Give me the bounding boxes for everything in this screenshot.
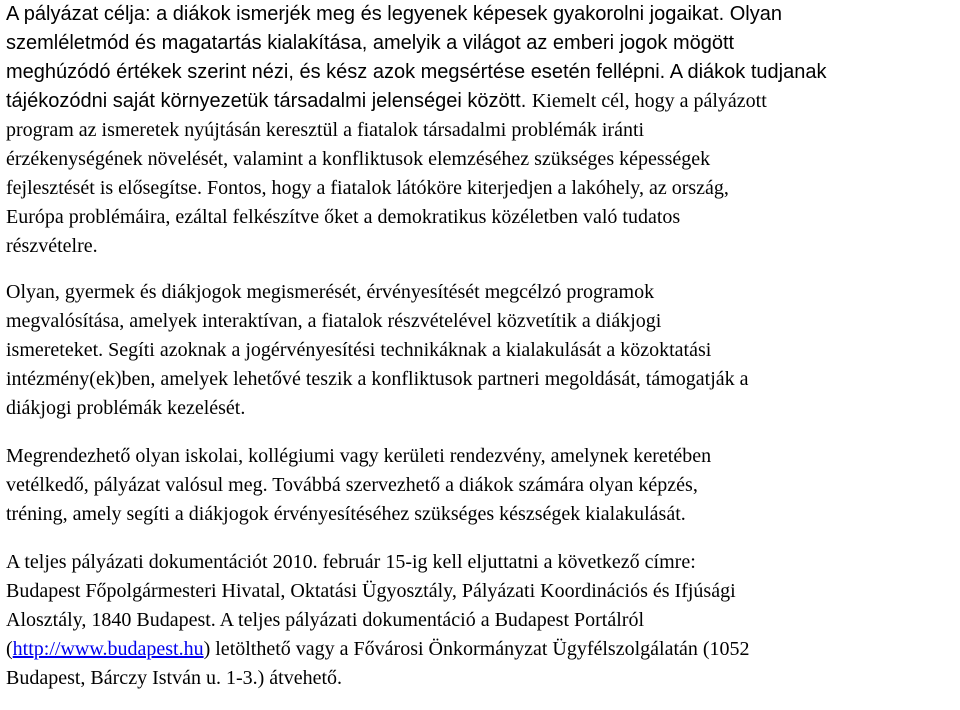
text-line: meghúzódó értékek szerint nézi, és kész azok megsértése esetén fellépni. A diákok tudjanak <box>6 61 827 83</box>
text-line: tréning, amely segíti a diákjogok érvényesítéséhez szükséges készségek kialakulását. <box>6 503 686 525</box>
paragraph-programs <box>6 278 958 423</box>
text-line: fejlesztését is elősegítse. Fontos, hogy a fiatalok látóköre kiterjedjen a lakóhely, az ország, <box>6 177 729 199</box>
text-line: részvételre. <box>6 235 98 257</box>
budapest-portal-link[interactable]: http://www.budapest.hu <box>12 638 204 660</box>
text-line: A teljes pályázati dokumentációt 2010. február 15-ig kell eljuttatni a következő címre: <box>6 551 696 573</box>
text-fragment: ) letölthető vagy a Fővárosi Önkormányzat Ügyfélszolgálatán (1052 <box>203 638 750 660</box>
text-line: A pályázat célja: a diákok ismerjék meg és legyenek képesek gyakorolni jogaikat. Olyan <box>6 3 782 25</box>
text-line: érzékenységének növelését, valamint a konfliktusok elemzéséhez szükséges képességek <box>6 148 711 170</box>
paragraph-submission <box>6 548 958 693</box>
text-line: szemléletmód és magatartás kialakítása, amelyik a világot az emberi jogok mögött <box>6 32 735 54</box>
paragraph-gap <box>6 529 958 548</box>
text-line: vetélkedő, pályázat valósul meg. Továbbá szervezhető a diákok számára olyan képzés, <box>6 474 698 496</box>
paragraph-gap <box>6 261 958 278</box>
text-line: Olyan, gyermek és diákjogok megismerését, érvényesítését megcélzó programok <box>6 281 655 303</box>
document-page <box>6 0 958 693</box>
text-line: program az ismeretek nyújtásán keresztül a fiatalok társadalmi problémák iránti <box>6 119 645 141</box>
text-line: diákjogi problémák kezelését. <box>6 397 246 419</box>
text-line: Alosztály, 1840 Budapest. A teljes pályázati dokumentáció a Budapest Portálról <box>6 609 645 631</box>
text-line: megvalósítása, amelyek interaktívan, a fiatalok részvételével közvetítik a diákjogi <box>6 310 662 332</box>
text-line-with-link <box>6 635 958 664</box>
text-line: ismereteket. Segíti azoknak a jogérvényesítési technikáknak a kialakulását a közoktatási <box>6 339 712 361</box>
text-line: Európa problémáira, ezáltal felkészítve őket a demokratikus közéletben való tudatos <box>6 206 681 228</box>
paragraph-gap <box>6 423 958 442</box>
text-line: intézmény(ek)ben, amelyek lehetővé teszik a konfliktusok partneri megoldását, támogatják a <box>6 368 749 390</box>
text-line: Budapest Főpolgármesteri Hivatal, Oktatási Ügyosztály, Pályázati Koordinációs és Ifjúsági <box>6 580 736 602</box>
text-fragment: tájékozódni saját környezetük társadalmi jelenségei között. <box>6 90 532 112</box>
text-line: Megrendezhető olyan iskolai, kollégiumi vagy kerületi rendezvény, amelynek keretében <box>6 445 712 467</box>
paragraph-goal <box>6 0 958 261</box>
text-fragment: ( <box>6 638 13 660</box>
text-line: Budapest, Bárczy István u. 1-3.) átvehető. <box>6 667 343 689</box>
paragraph-events <box>6 442 958 529</box>
text-line-mixed <box>6 87 958 116</box>
text-fragment: Kiemelt cél, hogy a pályázott <box>531 90 767 112</box>
